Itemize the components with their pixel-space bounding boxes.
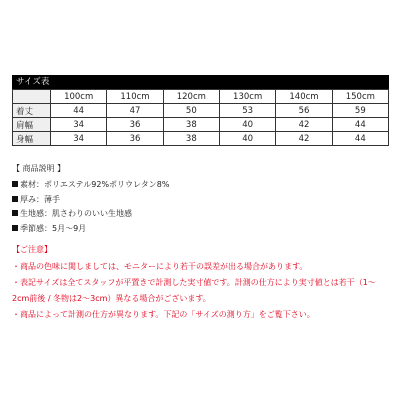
table-cell: 42 bbox=[276, 118, 332, 132]
table-cell: 38 bbox=[163, 132, 219, 146]
table-cell: 36 bbox=[107, 118, 163, 132]
note-line: ・表記サイズは全てスタッフが平置きで計測した実寸値です。計測の仕方により実寸値とは若干（1～ bbox=[12, 278, 376, 287]
table-row bbox=[13, 104, 389, 118]
description-text: 厚み：薄手 bbox=[20, 194, 60, 204]
table-cell: 34 bbox=[51, 118, 107, 132]
row-header: 身幅 bbox=[13, 132, 51, 146]
table-cell: 42 bbox=[276, 132, 332, 146]
table-cell: 56 bbox=[276, 104, 332, 118]
table-cell: 47 bbox=[107, 104, 163, 118]
description-item bbox=[12, 207, 392, 222]
row-header: 着丈 bbox=[13, 104, 51, 118]
column-header: 150cm bbox=[332, 90, 388, 104]
table-cell: 40 bbox=[219, 118, 275, 132]
note-line: ・商品の色味に関しましては、モニターにより若干の誤差が出る場合があります。 bbox=[12, 262, 308, 271]
size-table-header-row bbox=[13, 90, 389, 104]
description-item bbox=[12, 222, 392, 237]
column-header: 100cm bbox=[51, 90, 107, 104]
table-cell: 40 bbox=[219, 132, 275, 146]
column-header: 130cm bbox=[219, 90, 275, 104]
table-corner-cell bbox=[13, 90, 51, 104]
square-bullet-icon bbox=[12, 225, 18, 231]
description-item bbox=[12, 193, 392, 208]
notes-section bbox=[12, 244, 392, 323]
table-cell: 44 bbox=[332, 132, 388, 146]
square-bullet-icon bbox=[12, 196, 18, 202]
notes-heading: 【ご注意】 bbox=[12, 245, 52, 254]
product-description bbox=[12, 163, 392, 236]
note-line: 2cm前後 / 冬物は2～3cm）異なる場合がございます。 bbox=[12, 294, 211, 303]
size-chart-title: サイズ表 bbox=[12, 75, 389, 89]
table-cell: 44 bbox=[51, 104, 107, 118]
description-item bbox=[12, 178, 392, 193]
note-line: ・商品によって計測の仕方が異なります。下記の「サイズの測り方」をご覧下さい。 bbox=[12, 310, 315, 319]
product-description-heading: 【 商品説明 】 bbox=[12, 164, 66, 173]
description-text: 生地感：肌さわりのいい生地感 bbox=[20, 209, 132, 218]
square-bullet-icon bbox=[12, 181, 18, 187]
table-cell: 50 bbox=[163, 104, 219, 118]
square-bullet-icon bbox=[12, 210, 18, 216]
table-cell: 44 bbox=[332, 118, 388, 132]
column-header: 140cm bbox=[276, 90, 332, 104]
table-row bbox=[13, 118, 389, 132]
description-text: 季節感：5月～9月 bbox=[20, 223, 87, 233]
table-cell: 59 bbox=[332, 104, 388, 118]
table-cell: 53 bbox=[219, 104, 275, 118]
table-cell: 38 bbox=[163, 118, 219, 132]
column-header: 110cm bbox=[107, 90, 163, 104]
table-cell: 36 bbox=[107, 132, 163, 146]
table-cell: 34 bbox=[51, 132, 107, 146]
size-table bbox=[12, 89, 389, 146]
column-header: 120cm bbox=[163, 90, 219, 104]
table-row bbox=[13, 132, 389, 146]
description-text: 素材：ポリエステル92%ポリウレタン8% bbox=[20, 180, 170, 189]
row-header: 肩幅 bbox=[13, 118, 51, 132]
size-chart bbox=[12, 75, 389, 146]
